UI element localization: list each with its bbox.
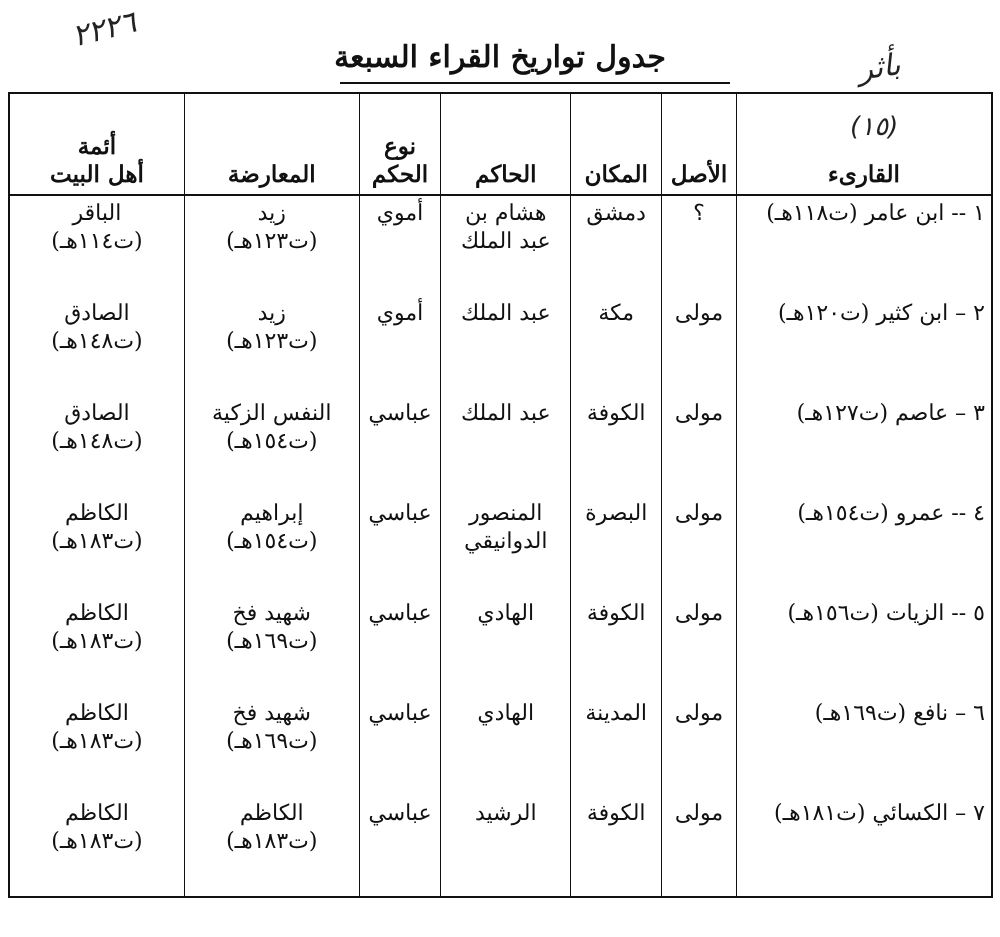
header-rule-type [359,93,441,195]
cell-ruler-text-line1: عبد الملك [460,301,551,326]
cell-origin [662,296,736,396]
cell-opposition-text-line2: (ت١٨٣هـ) [226,828,318,854]
cell-opposition-text-line2: (ت١٦٩هـ) [226,628,318,654]
table-row [9,195,992,296]
cell-place-text: المدينة [585,701,648,726]
cell-origin-text: مولى [674,601,724,626]
header-imams-line2: أهل البيت [50,161,144,189]
header-opposition-label: المعارضة [227,161,316,189]
cell-ruler-text-line1: المنصور [469,501,543,526]
cell-reader [736,195,992,296]
cell-opposition-text-line2: (ت١٢٣هـ) [226,328,318,354]
cell-origin-text: مولى [674,301,724,326]
cell-imam [9,496,184,596]
header-ruler-label: الحاكم [475,161,537,189]
cell-place [571,796,662,897]
cell-reader [736,796,992,897]
cell-reader-text: ٢ – ابن كثير (ت١٢٠هـ) [777,301,985,326]
cell-origin-text: مولى [674,401,724,426]
cell-imam [9,296,184,396]
cell-reader-text: ٣ – عاصم (ت١٢٧هـ) [796,401,985,426]
cell-reader-text: ٥ -- الزيات (ت١٥٦هـ) [787,601,985,626]
cell-rule-type [359,396,441,496]
table-row [9,496,992,596]
cell-rule-type-text: أموي [376,201,424,226]
readers-table [8,92,993,898]
cell-imam-text-line2: (ت١٨٣هـ) [51,828,143,854]
table-row [9,596,992,696]
cell-origin [662,396,736,496]
cell-opposition-text-line1: زيد [257,301,286,326]
cell-reader-text: ٦ – نافع (ت١٦٩هـ) [814,701,985,726]
cell-opposition-text-line1: إبراهيم [240,501,304,526]
header-rule-type-line2: الحكم [371,161,429,189]
cell-reader [736,396,992,496]
cell-ruler-text-line1: عبد الملك [460,401,551,426]
header-place [571,93,662,195]
cell-rule-type-text: عباسي [368,501,432,526]
page-title: جدول تواريخ القراء السبعة [334,40,666,75]
table-header-row [9,93,992,195]
cell-origin [662,496,736,596]
cell-imam-text-line1: الباقر [72,201,122,226]
cell-ruler [441,596,571,696]
cell-imam-text-line2: (ت١٨٣هـ) [51,728,143,754]
table-row [9,696,992,796]
table-body [9,195,992,897]
header-origin [662,93,736,195]
cell-imam [9,696,184,796]
cell-ruler [441,496,571,596]
cell-place [571,696,662,796]
cell-rule-type [359,696,441,796]
cell-place [571,396,662,496]
cell-imam-text-line1: الصادق [64,401,130,426]
cell-opposition [184,596,359,696]
cell-imam-text-line1: الكاظم [65,501,129,526]
cell-opposition-text-line2: (ت١٥٤هـ) [226,428,318,454]
cell-place-text: البصرة [585,501,648,526]
header-reader [736,93,992,195]
cell-opposition [184,496,359,596]
cell-ruler [441,296,571,396]
cell-place [571,296,662,396]
cell-opposition-text-line1: زيد [257,201,286,226]
cell-rule-type [359,796,441,897]
cell-ruler-text-line1: الهادي [477,601,535,626]
cell-ruler [441,396,571,496]
cell-imam [9,796,184,897]
header-ruler [441,93,571,195]
handwritten-note-top-left: ٢٢٢٦ [68,4,140,55]
handwritten-note-top-right: بأثر [855,47,903,88]
cell-ruler-text-line1: هشام بن [465,201,547,226]
cell-rule-type [359,195,441,296]
cell-origin-text: مولى [674,701,724,726]
cell-imam-text-line2: (ت١٤٨هـ) [51,328,143,354]
cell-rule-type [359,496,441,596]
cell-place [571,496,662,596]
cell-opposition [184,696,359,796]
header-opposition [184,93,359,195]
cell-reader [736,296,992,396]
cell-imam-text-line1: الكاظم [65,601,129,626]
header-imams-line1: أئمة [77,132,117,160]
cell-ruler-text-line1: الهادي [477,701,535,726]
cell-origin [662,596,736,696]
cell-imam [9,396,184,496]
table-row [9,396,992,496]
cell-imam-text-line1: الكاظم [65,801,129,826]
header-rule-type-line1: نوع [384,132,417,160]
header-origin-label: الأصل [670,161,728,189]
cell-opposition [184,396,359,496]
cell-origin-text: ؟ [693,201,705,226]
cell-origin [662,696,736,796]
cell-opposition [184,296,359,396]
cell-place-text: الكوفة [586,801,646,826]
cell-reader-text: ٧ – الكسائي (ت١٨١هـ) [774,801,985,826]
cell-imam-text-line1: الكاظم [65,701,129,726]
cell-ruler-text-line2: عبد الملك [460,228,551,254]
cell-imam-text-line2: (ت١٤٨هـ) [51,428,143,454]
cell-ruler [441,796,571,897]
cell-opposition-text-line1: النفس الزكية [212,401,332,426]
cell-rule-type [359,596,441,696]
cell-reader [736,596,992,696]
table-row [9,796,992,897]
cell-reader-text: ١ -- ابن عامر (ت١١٨هـ) [766,201,985,226]
cell-rule-type [359,296,441,396]
cell-place [571,596,662,696]
cell-ruler-text-line1: الرشيد [474,801,537,826]
cell-origin [662,195,736,296]
cell-rule-type-text: عباسي [368,701,432,726]
cell-imam-text-line2: (ت١٨٣هـ) [51,528,143,554]
cell-opposition [184,796,359,897]
cell-ruler-text-line2: الدوانيقي [464,528,548,554]
cell-place-text: مكة [598,301,635,326]
cell-opposition-text-line1: شهيد فخ [232,701,311,726]
cell-ruler [441,195,571,296]
cell-place [571,195,662,296]
cell-rule-type-text: عباسي [368,401,432,426]
cell-imam [9,195,184,296]
cell-reader [736,696,992,796]
cell-reader-text: ٤ -- عمرو (ت١٥٤هـ) [797,501,985,526]
cell-imam [9,596,184,696]
header-place-label: المكان [584,161,648,189]
cell-opposition-text-line1: الكاظم [239,801,304,826]
cell-opposition [184,195,359,296]
header-imams [9,93,184,195]
cell-origin [662,796,736,897]
cell-imam-text-line2: (ت١١٤هـ) [51,228,143,254]
cell-opposition-text-line1: شهيد فخ [232,601,311,626]
cell-imam-text-line1: الصادق [64,301,130,326]
cell-place-text: الكوفة [586,601,646,626]
cell-rule-type-text: أموي [376,301,424,326]
cell-opposition-text-line2: (ت١٦٩هـ) [226,728,318,754]
cell-opposition-text-line2: (ت١٢٣هـ) [226,228,318,254]
cell-origin-text: مولى [674,501,724,526]
cell-origin-text: مولى [674,801,724,826]
cell-rule-type-text: عباسي [368,601,432,626]
handwritten-note-header: (١٥) [850,112,899,142]
cell-place-text: دمشق [586,201,646,226]
cell-place-text: الكوفة [586,401,646,426]
cell-opposition-text-line2: (ت١٥٤هـ) [226,528,318,554]
cell-imam-text-line2: (ت١٨٣هـ) [51,628,143,654]
cell-rule-type-text: عباسي [368,801,432,826]
cell-ruler [441,696,571,796]
table-row [9,296,992,396]
title-underline [340,82,730,84]
cell-reader [736,496,992,596]
header-reader-label: القارىء [827,161,900,189]
